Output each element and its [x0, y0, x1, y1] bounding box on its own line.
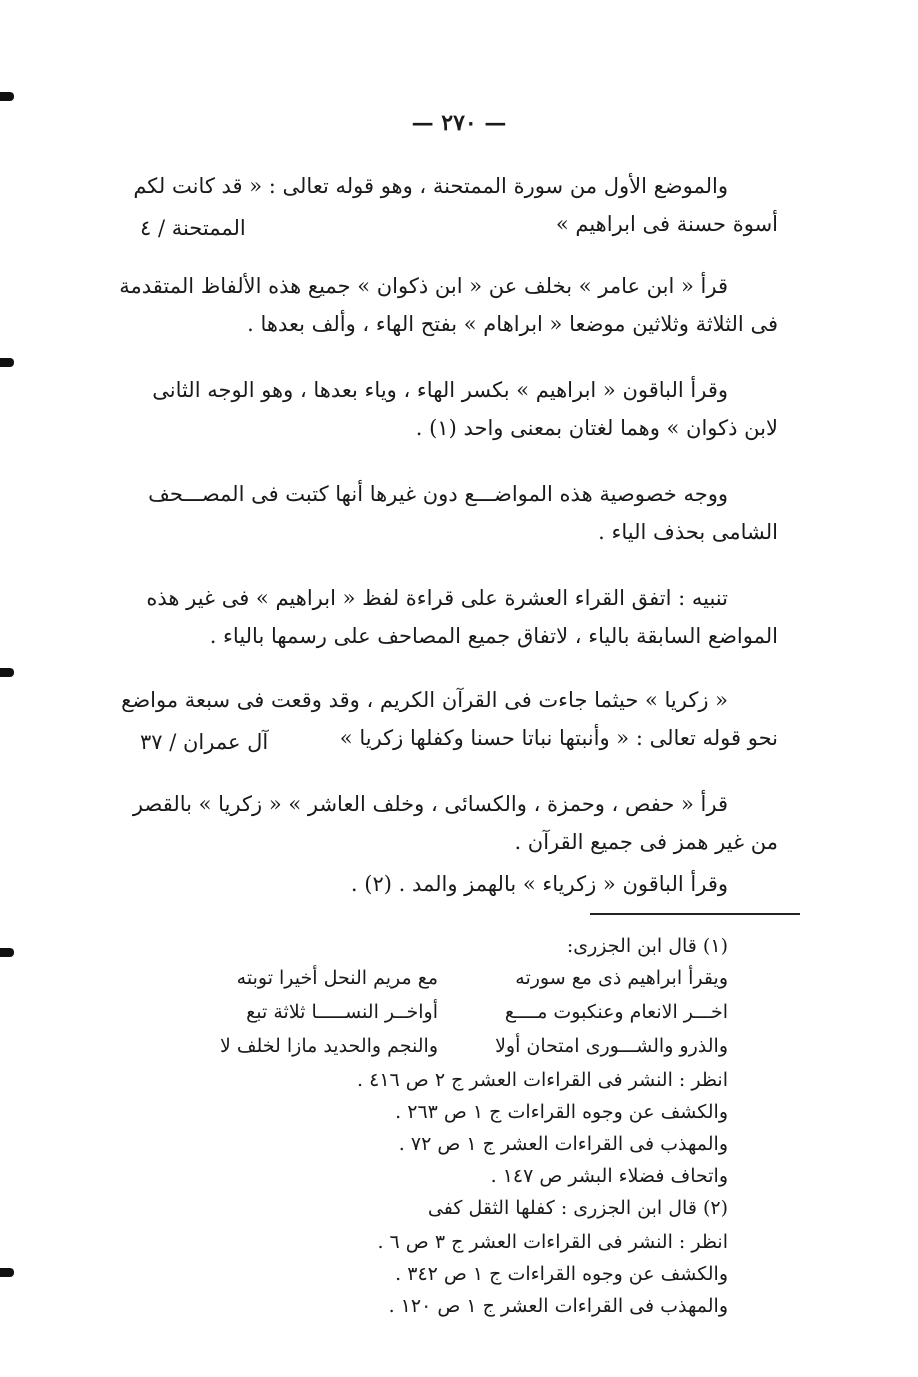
- binding-mark: [0, 358, 14, 367]
- binding-mark: [0, 948, 14, 957]
- body-line: من غير همز فى جميع القرآن .: [514, 830, 778, 854]
- footnote-reference: والمهذب فى القراءات العشر ج ١ ص ٧٢ .: [398, 1133, 728, 1155]
- body-line: أسوة حسنة فى ابراهيم »: [555, 212, 778, 236]
- footnote-reference: واتحاف فضلاء البشر ص ١٤٧ .: [490, 1165, 728, 1187]
- body-line: قرأ « ابن عامر » بخلف عن « ابن ذكوان » جميع هذه الألفاظ المتقدمة: [119, 274, 728, 298]
- binding-mark: [0, 92, 14, 101]
- verse-hemistich: والنجم والحديد مازا لخلف لا: [219, 1035, 438, 1057]
- binding-mark: [0, 1268, 14, 1277]
- footnote-heading: (٢) قال ابن الجزرى : كفلها الثقل كفى: [427, 1197, 728, 1219]
- verse-reference: آل عمران / ٣٧: [140, 730, 269, 754]
- binding-mark: [0, 668, 14, 677]
- body-line: نحو قوله تعالى : « وأنبتها نباتا حسنا وكفلها زكريا »: [339, 726, 778, 750]
- verse-hemistich: والذرو والشـــورى امتحان أولا: [495, 1035, 728, 1057]
- body-line: وقرأ الباقون « ابراهيم » بكسر الهاء ، وياء بعدها ، وهو الوجه الثانى: [152, 378, 728, 402]
- body-line: وقرأ الباقون « زكرياء » بالهمز والمد . (٢) .: [350, 872, 728, 896]
- body-line: فى الثلاثة وثلاثين موضعا « ابراهام » بفتح الهاء ، وألف بعدها .: [247, 312, 778, 336]
- body-line: الشامى بحذف الياء .: [598, 520, 778, 544]
- page-number: — ٢٧٠ —: [411, 110, 507, 136]
- footnote-reference: والمهذب فى القراءات العشر ج ١ ص ١٢٠ .: [388, 1295, 728, 1317]
- verse-hemistich: ويقرأ ابراهيم ذى مع سورته: [515, 967, 728, 989]
- footnote-reference: والكشف عن وجوه القراءات ج ١ ص ٣٤٢ .: [395, 1263, 728, 1285]
- verse-reference: الممتحنة / ٤: [140, 216, 246, 240]
- body-line: قرأ « حفص ، وحمزة ، والكسائى ، وخلف العاشر » « زكريا » بالقصر: [132, 792, 728, 816]
- body-line: المواضع السابقة بالياء ، لاتفاق جميع المصاحف على رسمها بالياء .: [209, 624, 778, 648]
- body-line: لابن ذكوان » وهما لغتان بمعنى واحد (١) .: [415, 416, 778, 440]
- body-line: ووجه خصوصية هذه المواضـــع دون غيرها أنها كتبت فى المصـــحف: [148, 482, 728, 506]
- footnote-reference: انظر : النشر فى القراءات العشر ج ٣ ص ٦ .: [377, 1231, 728, 1253]
- footnote-separator: [590, 913, 800, 915]
- footnote-reference: انظر : النشر فى القراءات العشر ج ٢ ص ٤١٦ .: [357, 1069, 728, 1091]
- body-line: تنبيه : اتفق القراء العشرة على قراءة لفظ « ابراهيم » فى غير هذه: [146, 586, 728, 610]
- body-line: والموضع الأول من سورة الممتحنة ، وهو قوله تعالى : « قد كانت لكم: [133, 174, 728, 198]
- body-line: « زكريا » حيثما جاءت فى القرآن الكريم ، وقد وقعت فى سبعة مواضع: [121, 688, 728, 712]
- verse-hemistich: أواخــر النســـــا ثلاثة تبع: [246, 1001, 438, 1023]
- verse-hemistich: اخـــر الانعام وعنكبوت مــــع: [504, 1001, 728, 1023]
- footnote-reference: والكشف عن وجوه القراءات ج ١ ص ٢٦٣ .: [395, 1101, 728, 1123]
- footnote-heading: (١) قال ابن الجزرى:: [566, 935, 728, 957]
- verse-hemistich: مع مريم النحل أخيرا توبته: [236, 967, 438, 989]
